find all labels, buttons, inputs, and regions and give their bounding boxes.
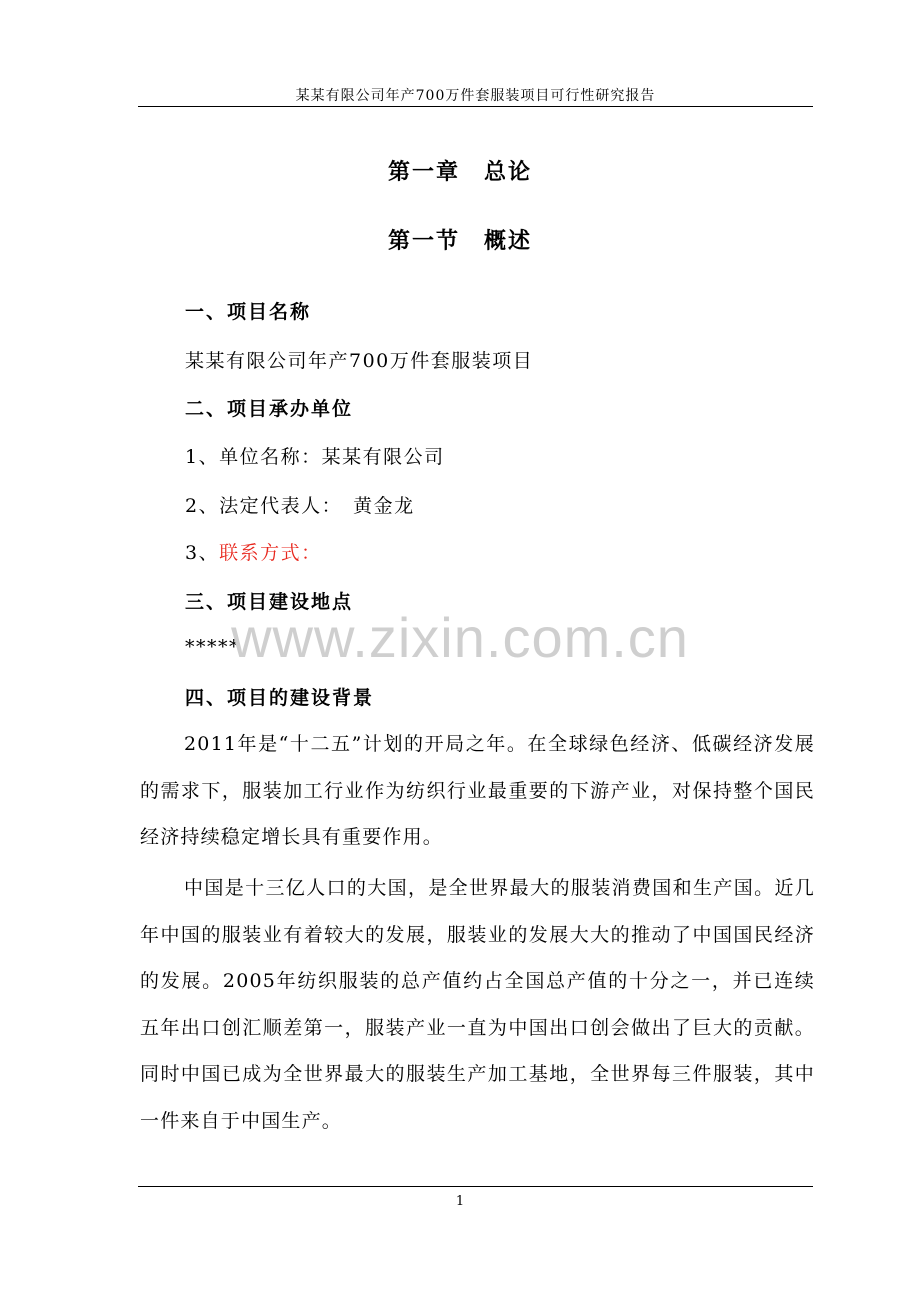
- running-header: 某某有限公司年产700万件套服装项目可行性研究报告: [295, 88, 656, 104]
- contact-label: 联系方式：: [219, 542, 322, 564]
- heading-undertaking-unit: 二、项目承办单位: [185, 398, 354, 420]
- background-paragraph-1: 2011年是“十二五”计划的开局之年。在全球绿色经济、低碳经济发展的需求下，服装加工行业作为纺织行业最重要的下游产业，对保持整个国民经济持续稳定增长具有重要作用。: [140, 733, 815, 848]
- watermark: www.zixin.com.cn: [231, 606, 689, 669]
- heading-background: 四、项目的建设背景: [185, 687, 375, 709]
- contact-line: [185, 538, 322, 565]
- heading-construction-site: 三、项目建设地点: [185, 591, 354, 613]
- construction-site-text: *****: [185, 636, 240, 658]
- contact-prefix: 3、: [185, 542, 220, 564]
- heading-project-name: 一、项目名称: [185, 301, 312, 323]
- background-paragraph-2: 中国是十三亿人口的大国，是全世界最大的服装消费国和生产国。近几年中国的服装业有着较大的发展，服装业的发展大大的推动了中国国民经济的发展。2005年纺织服装的总产值约占全国总产值的十分之一，并已连续五年出口创汇顺差第一，服装产业一直为中国出口创会做出了巨大的贡献。同时中国已成为全世界最大的服装生产加工基地，全世界每三件服装，其中一件来自于中国生产。: [140, 877, 815, 1132]
- chapter-title: 第一章 总论: [387, 159, 532, 185]
- header-rule: [138, 106, 813, 107]
- unit-name-line: 1、单位名称：某某有限公司: [185, 446, 445, 468]
- project-name-text: 某某有限公司年产700万件套服装项目: [185, 350, 534, 372]
- footer-rule: [138, 1186, 813, 1187]
- legal-representative-line: 2、法定代表人： 黄金龙: [185, 495, 415, 517]
- section-title: 第一节 概述: [387, 228, 532, 254]
- page-number: 1: [455, 1194, 465, 1209]
